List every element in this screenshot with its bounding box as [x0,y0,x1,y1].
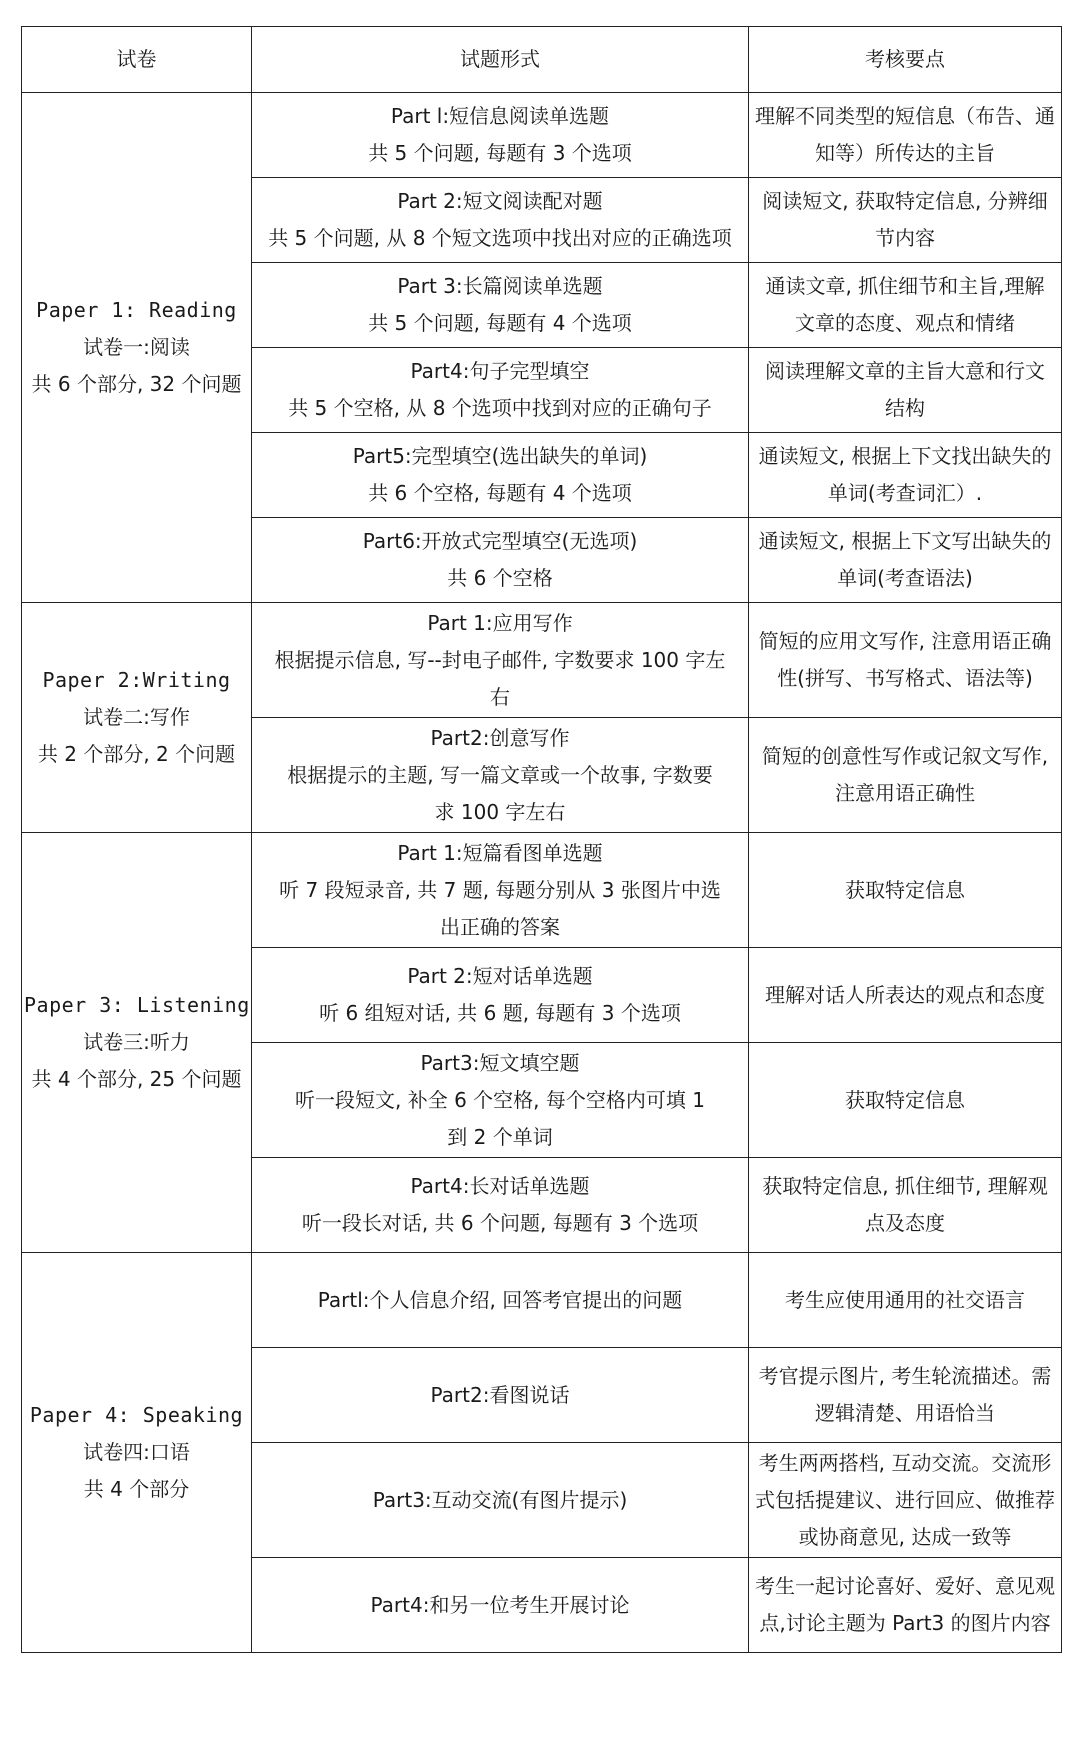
part-format [252,833,749,948]
point-line: 阅读理解文章的主旨大意和行文 [765,359,1045,383]
part-title: Part4:长对话单选题 [410,1174,590,1198]
point-line: 获取特定信息 [845,877,965,902]
part-format [252,718,749,833]
part-points [749,1158,1062,1253]
point-line: 逻辑清楚、用语恰当 [815,1401,995,1425]
part-format [252,603,749,718]
part-points [749,718,1062,833]
part-format [252,1043,749,1158]
part-points [749,178,1062,263]
part-format [252,518,749,603]
part-points [749,1043,1062,1158]
part-format [252,1558,749,1653]
part-title: Part4:和另一位考生开展讨论 [370,1592,630,1617]
part-title: Part 1:应用写作 [427,610,573,635]
part-line: 共 5 个问题, 每题有 3 个选项 [368,141,632,165]
part-format [252,93,749,178]
paper-2-cell [22,603,252,833]
part-line: 听 6 组短对话, 共 6 题, 每题有 3 个选项 [319,1001,681,1025]
point-line: 简短的应用文写作, 注意用语正确 [758,629,1052,653]
point-line: 考官提示图片, 考生轮流描述。需 [758,1364,1052,1388]
part-points [749,833,1062,948]
point-line: 理解不同类型的短信息（布告、通 [755,104,1055,128]
part-line: 出正确的答案 [440,914,560,939]
part-points [749,263,1062,348]
paper-name: Paper 1: Reading [36,298,237,322]
paper-cn: 试卷二:写作 [83,705,190,729]
header-key-points: 考核要点 [749,27,1062,93]
point-line: 通读短文, 根据上下文写出缺失的 [758,529,1052,553]
part-points [749,433,1062,518]
point-line: 注意用语正确性 [835,781,975,805]
paper-summary: 共 2 个部分, 2 个问题 [37,742,236,766]
part-points [749,518,1062,603]
part-title: Part 3:长篇阅读单选题 [397,274,603,298]
header-row [22,27,1062,93]
table-row [22,833,1062,948]
table-row [22,93,1062,178]
part-format [252,1253,749,1348]
paper-cn: 试卷四:口语 [83,1440,190,1464]
paper-name: Paper 4: Speaking [29,1403,244,1427]
part-format [252,1348,749,1443]
part-points [749,603,1062,718]
header-format: 试题形式 [252,27,749,93]
point-line: 节内容 [875,226,935,250]
paper-3-cell [22,833,252,1253]
point-line: 结构 [885,396,925,420]
part-line: 共 5 个问题, 每题有 4 个选项 [368,311,632,335]
part-format [252,433,749,518]
paper-name: Paper 2:Writing [42,668,231,692]
part-title: Part 2:短文阅读配对题 [397,189,603,213]
paper-summary: 共 4 个部分, 25 个问题 [31,1067,242,1091]
paper-cn: 试卷三:听力 [83,1030,190,1054]
part-points [749,1443,1062,1558]
point-line: 获取特定信息 [845,1087,965,1112]
part-points [749,948,1062,1043]
paper-summary: 共 6 个部分, 32 个问题 [31,372,242,396]
point-line: 考生应使用通用的社交语言 [785,1287,1025,1312]
part-format [252,178,749,263]
paper-cn: 试卷一:阅读 [83,335,190,359]
exam-structure-table [21,26,1062,1653]
point-line: 或协商意见, 达成一致等 [798,1524,1012,1549]
part-line: 根据提示信息, 写--封电子邮件, 字数要求 100 字左 [274,647,726,672]
part-points [749,93,1062,178]
header-paper: 试卷 [22,27,252,93]
part-line: 右 [490,684,510,709]
part-line: 求 100 字左右 [434,799,566,824]
part-format [252,1443,749,1558]
part-title: Part5:完型填空(选出缺失的单词) [352,444,648,468]
part-title: Part4:句子完型填空 [410,359,590,383]
paper-name: Paper 3: Listening [24,993,250,1017]
part-title: Partl:个人信息介绍, 回答考官提出的问题 [317,1287,683,1312]
point-line: 通读短文, 根据上下文找出缺失的 [758,444,1052,468]
part-line: 共 6 个空格, 每题有 4 个选项 [368,481,632,505]
part-title: Part3:短文填空题 [420,1050,580,1075]
point-line: 考生一起讨论喜好、爱好、意见观 [755,1574,1055,1598]
point-line: 单词(考查语法) [837,566,973,590]
part-line: 听 7 段短录音, 共 7 题, 每题分别从 3 张图片中选 [279,877,721,902]
part-title: Part6:开放式完型填空(无选项) [362,529,638,553]
part-line: 共 6 个空格 [447,566,553,590]
part-title: Part2:看图说话 [430,1382,570,1407]
part-title: Part 2:短对话单选题 [407,964,593,988]
table-row [22,603,1062,718]
part-line: 共 5 个问题, 从 8 个短文选项中找出对应的正确选项 [268,226,732,250]
point-line: 简短的创意性写作或记叙文写作, [761,744,1049,768]
part-format [252,1158,749,1253]
point-line: 通读文章, 抓住细节和主旨,理解 [765,274,1045,298]
part-title: Part3:互动交流(有图片提示) [372,1487,628,1512]
part-points [749,1253,1062,1348]
part-title: Part2:创意写作 [430,725,570,750]
point-line: 理解对话人所表达的观点和态度 [765,982,1045,1007]
point-line: 点及态度 [865,1211,945,1235]
part-line: 听一段长对话, 共 6 个问题, 每题有 3 个选项 [301,1211,699,1235]
point-line: 获取特定信息, 抓住细节, 理解观 [762,1174,1048,1198]
part-title: Part l:短信息阅读单选题 [390,104,610,128]
part-points [749,1348,1062,1443]
point-line: 性(拼写、书写格式、语法等) [777,666,1033,690]
paper-4-cell [22,1253,252,1653]
point-line: 阅读短文, 获取特定信息, 分辨细 [762,189,1048,213]
part-line: 共 5 个空格, 从 8 个选项中找到对应的正确句子 [288,396,712,420]
part-format [252,948,749,1043]
part-format [252,263,749,348]
part-points [749,1558,1062,1653]
part-format [252,348,749,433]
point-line: 文章的态度、观点和情绪 [795,311,1015,335]
point-line: 考生两两搭档, 互动交流。交流形 [758,1450,1052,1475]
point-line: 点,讨论主题为 Part3 的图片内容 [759,1611,1051,1635]
paper-summary: 共 4 个部分 [83,1477,190,1501]
point-line: 式包括提建议、进行回应、做推荐 [755,1487,1055,1512]
table-row [22,1253,1062,1348]
part-line: 到 2 个单词 [447,1124,553,1149]
part-line: 根据提示的主题, 写一篇文章或一个故事, 字数要 [287,762,713,787]
paper-1-cell [22,93,252,603]
point-line: 知等）所传达的主旨 [815,141,995,165]
part-line: 听一段短文, 补全 6 个空格, 每个空格内可填 1 [295,1087,705,1112]
part-points [749,348,1062,433]
part-title: Part 1:短篇看图单选题 [397,840,603,865]
point-line: 单词(考查词汇）. [827,481,983,505]
